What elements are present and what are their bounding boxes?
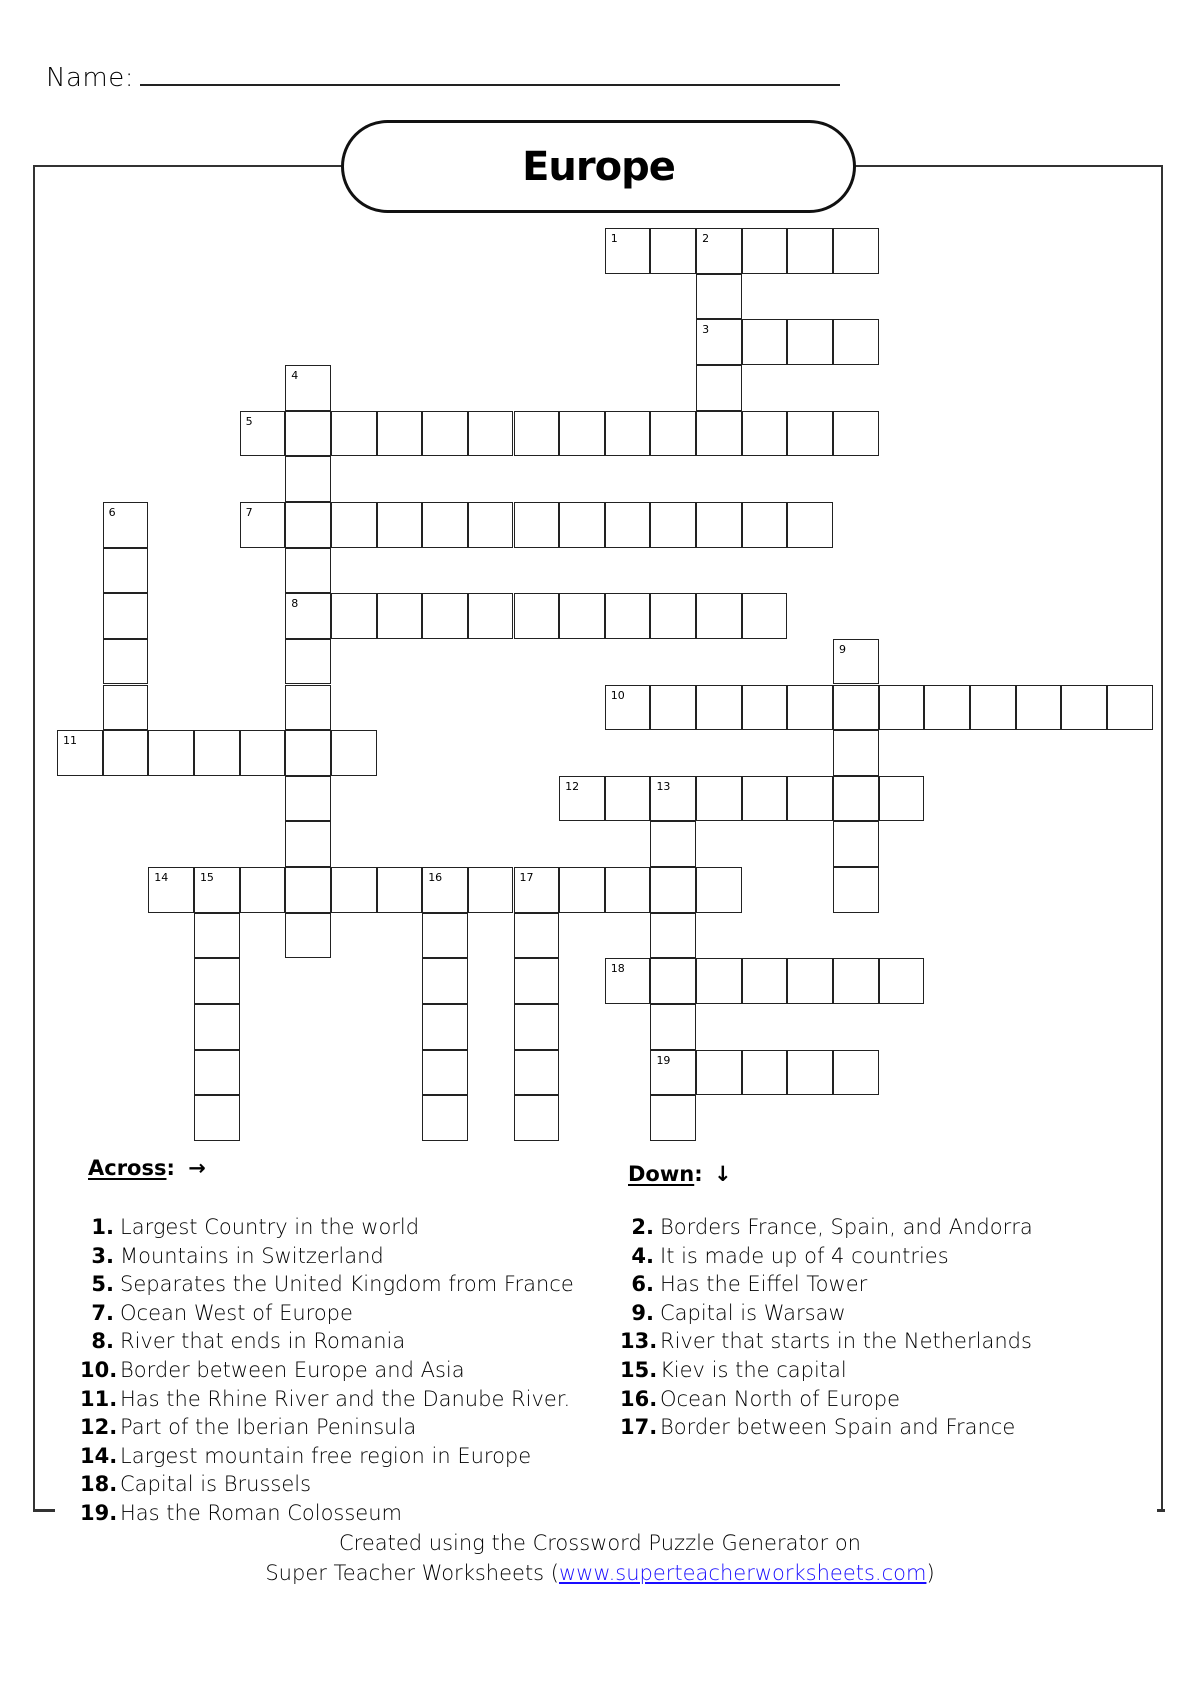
- clue-text: Border between Europe and Asia: [120, 1357, 465, 1382]
- clue-number: 1: [610, 232, 618, 245]
- crossword-cell[interactable]: [605, 411, 651, 457]
- down-clue: [620, 1327, 1033, 1356]
- down-clue: [620, 1299, 1033, 1328]
- down-clue: [620, 1385, 1033, 1414]
- crossword-cell[interactable]: [559, 776, 605, 822]
- clue-number: 5.: [91, 1272, 114, 1297]
- crossword-cell[interactable]: [833, 867, 879, 913]
- crossword-cell[interactable]: [696, 776, 742, 822]
- crossword-cell[interactable]: [742, 776, 788, 822]
- crossword-cell[interactable]: [285, 867, 331, 913]
- down-clue: [620, 1356, 1033, 1385]
- crossword-cell[interactable]: [605, 685, 651, 731]
- clue-number: 2.: [631, 1215, 654, 1239]
- crossword-cell[interactable]: [514, 502, 560, 548]
- clue-text: Capital is Warsaw: [660, 1300, 846, 1325]
- crossword-cell[interactable]: [103, 593, 149, 639]
- clue-text: Has the Roman Colosseum: [120, 1500, 402, 1525]
- crossword-cell[interactable]: [468, 593, 514, 639]
- crossword-cell[interactable]: [285, 593, 331, 639]
- across-clue-list: [80, 1213, 574, 1528]
- crossword-cell[interactable]: [331, 411, 377, 457]
- crossword-cell[interactable]: [787, 228, 833, 274]
- crossword-cell[interactable]: [240, 411, 286, 457]
- crossword-cell[interactable]: [833, 685, 879, 731]
- clue-text: Separates the United Kingdom from France: [120, 1272, 574, 1297]
- clue-text: River that starts in the Netherlands: [660, 1329, 1032, 1354]
- crossword-cell[interactable]: [742, 1050, 788, 1096]
- crossword-cell[interactable]: [605, 958, 651, 1004]
- clue-number: 10.: [80, 1357, 118, 1382]
- crossword-cell[interactable]: [468, 502, 514, 548]
- crossword-cell[interactable]: [285, 913, 331, 959]
- clue-number: 13.: [620, 1329, 658, 1354]
- crossword-cell[interactable]: [331, 730, 377, 776]
- footer-line-2: Super Teacher Worksheets (www.superteacherworksheets.com): [265, 1561, 935, 1585]
- crossword-cell[interactable]: [240, 730, 286, 776]
- down-clue-list: [620, 1213, 1033, 1442]
- footer-credit: [0, 1528, 1200, 1588]
- crossword-cell[interactable]: [970, 685, 1016, 731]
- crossword-cell[interactable]: [422, 411, 468, 457]
- crossword-cell[interactable]: [650, 867, 696, 913]
- crossword-cell[interactable]: [285, 821, 331, 867]
- clue-number: 10: [610, 688, 625, 702]
- crossword-cell[interactable]: [924, 685, 970, 731]
- crossword-cell[interactable]: [696, 1050, 742, 1096]
- crossword-cell[interactable]: [514, 411, 560, 457]
- crossword-cell[interactable]: [331, 867, 377, 913]
- crossword-cell[interactable]: [879, 685, 925, 731]
- crossword-cell[interactable]: [285, 502, 331, 548]
- arrow-down-icon: ↓: [713, 1162, 732, 1186]
- crossword-cell[interactable]: [194, 867, 240, 913]
- clue-number: 5: [245, 414, 253, 428]
- crossword-cell[interactable]: [742, 319, 788, 365]
- crossword-cell[interactable]: [696, 274, 742, 320]
- crossword-cell[interactable]: [650, 685, 696, 731]
- crossword-cell[interactable]: [103, 639, 149, 685]
- crossword-cell[interactable]: [1107, 685, 1153, 731]
- crossword-cell[interactable]: [787, 958, 833, 1004]
- crossword-cell[interactable]: [696, 958, 742, 1004]
- across-clue: [80, 1242, 574, 1271]
- crossword-cell[interactable]: [787, 502, 833, 548]
- clue-number: 12.: [80, 1415, 118, 1440]
- crossword-cell[interactable]: [422, 1004, 468, 1050]
- clue-text: Borders France, Spain, and Andorra: [660, 1215, 1033, 1239]
- crossword-cell[interactable]: [331, 502, 377, 548]
- clue-number: 1.: [91, 1215, 114, 1239]
- clue-number: 3.: [91, 1243, 114, 1268]
- crossword-cell[interactable]: [696, 411, 742, 457]
- name-label: Name:: [46, 63, 134, 93]
- clue-text: Part of the Iberian Peninsula: [120, 1415, 417, 1440]
- crossword-cell[interactable]: [285, 411, 331, 457]
- crossword-cell[interactable]: [696, 685, 742, 731]
- name-field: [46, 62, 840, 93]
- clue-number: 8: [291, 597, 299, 611]
- crossword-cell[interactable]: [148, 730, 194, 776]
- crossword-cell[interactable]: [194, 958, 240, 1004]
- across-clue: [80, 1356, 574, 1385]
- clue-text: Border between Spain and France: [660, 1415, 1016, 1440]
- across-clue: [80, 1413, 574, 1442]
- crossword-cell[interactable]: [285, 730, 331, 776]
- crossword-cell[interactable]: [103, 548, 149, 594]
- name-blank-line[interactable]: [140, 62, 840, 86]
- clue-number: 17: [519, 871, 534, 885]
- clue-number: 18.: [80, 1472, 118, 1497]
- footer-line-1: Created using the Crossword Puzzle Generator on: [338, 1531, 861, 1555]
- crossword-cell[interactable]: [696, 319, 742, 365]
- clue-number: 14.: [80, 1443, 118, 1468]
- across-clue: [80, 1327, 574, 1356]
- crossword-cell[interactable]: [514, 1004, 560, 1050]
- clue-number: 8.: [91, 1329, 114, 1354]
- crossword-cell[interactable]: [605, 228, 651, 274]
- crossword-cell[interactable]: [696, 365, 742, 411]
- clue-text: Ocean West of Europe: [120, 1300, 353, 1325]
- across-clue: [80, 1470, 574, 1499]
- crossword-cell[interactable]: [787, 319, 833, 365]
- clue-number: 11: [63, 734, 77, 748]
- crossword-cell[interactable]: [377, 502, 423, 548]
- arrow-right-icon: →: [188, 1156, 206, 1180]
- crossword-cell[interactable]: [742, 502, 788, 548]
- crossword-cell[interactable]: [833, 821, 879, 867]
- clue-text: River that ends in Romania: [120, 1329, 406, 1354]
- crossword-cell[interactable]: [194, 730, 240, 776]
- clue-number: 17.: [620, 1415, 658, 1440]
- crossword-cell[interactable]: [285, 365, 331, 411]
- crossword-cell[interactable]: [331, 593, 377, 639]
- crossword-cell[interactable]: [742, 228, 788, 274]
- crossword-cell[interactable]: [194, 1050, 240, 1096]
- across-clue: [80, 1385, 574, 1414]
- clue-number: 2: [702, 232, 710, 245]
- crossword-cell[interactable]: [559, 867, 605, 913]
- crossword-cell[interactable]: [514, 867, 560, 913]
- crossword-cell[interactable]: [240, 502, 286, 548]
- crossword-cell[interactable]: [1016, 685, 1062, 731]
- crossword-cell[interactable]: [650, 913, 696, 959]
- crossword-cell[interactable]: [240, 867, 286, 913]
- clue-text: Kiev is the capital: [660, 1357, 847, 1382]
- page-title: Europe: [522, 143, 675, 190]
- clue-text: Ocean North of Europe: [660, 1386, 901, 1411]
- crossword-cell[interactable]: [559, 502, 605, 548]
- crossword-cell[interactable]: [194, 1095, 240, 1141]
- crossword-cell[interactable]: [696, 593, 742, 639]
- clue-number: 7: [245, 505, 253, 519]
- clue-number: 18: [610, 962, 625, 976]
- crossword-cell[interactable]: [377, 593, 423, 639]
- crossword-cell[interactable]: [742, 411, 788, 457]
- crossword-cell[interactable]: [514, 593, 560, 639]
- across-clue: [80, 1213, 574, 1242]
- crossword-cell[interactable]: [468, 411, 514, 457]
- crossword-cell[interactable]: [468, 867, 514, 913]
- clue-number: 19: [656, 1053, 671, 1067]
- clue-number: 19.: [80, 1500, 118, 1525]
- across-clue: [80, 1299, 574, 1328]
- crossword-cell[interactable]: [514, 913, 560, 959]
- crossword-cell[interactable]: [742, 593, 788, 639]
- down-clue: [620, 1413, 1033, 1442]
- crossword-cell[interactable]: [285, 548, 331, 594]
- clue-text: Capital is Brussels: [120, 1472, 312, 1497]
- crossword-cell[interactable]: [742, 958, 788, 1004]
- title-banner: [341, 120, 856, 213]
- crossword-cell[interactable]: [833, 776, 879, 822]
- clue-text: It is made up of 4 countries: [660, 1243, 949, 1268]
- crossword-cell[interactable]: [787, 776, 833, 822]
- crossword-cell[interactable]: [285, 776, 331, 822]
- crossword-cell[interactable]: [194, 913, 240, 959]
- across-clue: [80, 1499, 574, 1528]
- frame-corner-left: [33, 1509, 55, 1512]
- crossword-cell[interactable]: [422, 867, 468, 913]
- crossword-cell[interactable]: [696, 228, 742, 274]
- crossword-cell[interactable]: [422, 1050, 468, 1096]
- crossword-cell[interactable]: [605, 502, 651, 548]
- clue-number: 15: [199, 871, 214, 885]
- clue-number: 11.: [80, 1386, 118, 1411]
- crossword-cell[interactable]: [285, 639, 331, 685]
- crossword-cell[interactable]: [559, 593, 605, 639]
- across-heading: Across: →: [88, 1156, 206, 1180]
- crossword-cell[interactable]: [650, 228, 696, 274]
- clue-number: 7.: [91, 1300, 114, 1325]
- crossword-cell[interactable]: [377, 411, 423, 457]
- crossword-cell[interactable]: [650, 593, 696, 639]
- crossword-cell[interactable]: [514, 1050, 560, 1096]
- crossword-cell[interactable]: [422, 502, 468, 548]
- crossword-cell[interactable]: [879, 958, 925, 1004]
- crossword-cell[interactable]: [514, 958, 560, 1004]
- clue-number: 6.: [631, 1272, 654, 1297]
- crossword-cell[interactable]: [833, 958, 879, 1004]
- clue-number: 13: [656, 779, 671, 793]
- crossword-cell[interactable]: [194, 1004, 240, 1050]
- clue-number: 4.: [631, 1243, 654, 1268]
- crossword-cell[interactable]: [1061, 685, 1107, 731]
- crossword-cell[interactable]: [696, 502, 742, 548]
- clue-number: 6: [108, 505, 116, 519]
- crossword-cell[interactable]: [879, 776, 925, 822]
- crossword-cell[interactable]: [285, 685, 331, 731]
- crossword-cell[interactable]: [833, 639, 879, 685]
- crossword-cell[interactable]: [422, 593, 468, 639]
- clue-text: Has the Eiffel Tower: [660, 1272, 868, 1297]
- down-clue: [620, 1213, 1033, 1242]
- crossword-cell[interactable]: [787, 685, 833, 731]
- crossword-cell[interactable]: [650, 502, 696, 548]
- crossword-cell[interactable]: [148, 867, 194, 913]
- down-clue: [620, 1242, 1033, 1271]
- crossword-cell[interactable]: [57, 730, 103, 776]
- clue-number: 15.: [620, 1357, 658, 1382]
- clue-text: Has the Rhine River and the Danube River.: [120, 1386, 571, 1411]
- crossword-cell[interactable]: [833, 319, 879, 365]
- crossword-cell[interactable]: [559, 411, 605, 457]
- crossword-cell[interactable]: [605, 776, 651, 822]
- down-heading: Down: ↓: [628, 1162, 732, 1186]
- crossword-cell[interactable]: [103, 502, 149, 548]
- crossword-cell[interactable]: [833, 1050, 879, 1096]
- across-label: Across: [88, 1156, 167, 1180]
- crossword-cell[interactable]: [605, 867, 651, 913]
- clue-number: 9.: [631, 1300, 654, 1325]
- clue-number: 9: [839, 642, 847, 656]
- frame-corner-right: [1157, 1509, 1165, 1512]
- clue-number: 12: [565, 779, 580, 793]
- down-label: Down: [628, 1162, 695, 1186]
- clue-number: 16.: [620, 1386, 658, 1411]
- clue-text: Largest mountain free region in Europe: [120, 1443, 532, 1468]
- clue-number: 14: [154, 871, 169, 885]
- down-clue: [620, 1270, 1033, 1299]
- crossword-cell[interactable]: [787, 1050, 833, 1096]
- crossword-cell[interactable]: [650, 821, 696, 867]
- crossword-cell[interactable]: [696, 867, 742, 913]
- clue-number: 4: [291, 368, 299, 382]
- crossword-cell[interactable]: [422, 958, 468, 1004]
- clue-number: 3: [702, 323, 710, 337]
- clue-number: 16: [428, 871, 443, 885]
- crossword-cell[interactable]: [650, 1004, 696, 1050]
- website-link[interactable]: www.superteacherworksheets.com: [559, 1561, 927, 1585]
- crossword-cell[interactable]: [787, 411, 833, 457]
- crossword-cell[interactable]: [514, 1095, 560, 1141]
- crossword-cell[interactable]: [833, 228, 879, 274]
- crossword-cell[interactable]: [650, 1095, 696, 1141]
- across-clue: [80, 1270, 574, 1299]
- crossword-cell[interactable]: [650, 776, 696, 822]
- crossword-cell[interactable]: [377, 867, 423, 913]
- crossword-cell[interactable]: [103, 685, 149, 731]
- clue-text: Mountains in Switzerland: [120, 1243, 384, 1268]
- crossword-cell[interactable]: [103, 730, 149, 776]
- crossword-cell[interactable]: [422, 913, 468, 959]
- crossword-cell[interactable]: [650, 411, 696, 457]
- crossword-cell[interactable]: [833, 730, 879, 776]
- crossword-cell[interactable]: [605, 593, 651, 639]
- clue-text: Largest Country in the world: [120, 1215, 420, 1239]
- crossword-cell[interactable]: [833, 411, 879, 457]
- crossword-cell[interactable]: [422, 1095, 468, 1141]
- crossword-cell[interactable]: [285, 456, 331, 502]
- crossword-cell[interactable]: [650, 1050, 696, 1096]
- crossword-cell[interactable]: [742, 685, 788, 731]
- across-clue: [80, 1442, 574, 1471]
- crossword-cell[interactable]: [650, 958, 696, 1004]
